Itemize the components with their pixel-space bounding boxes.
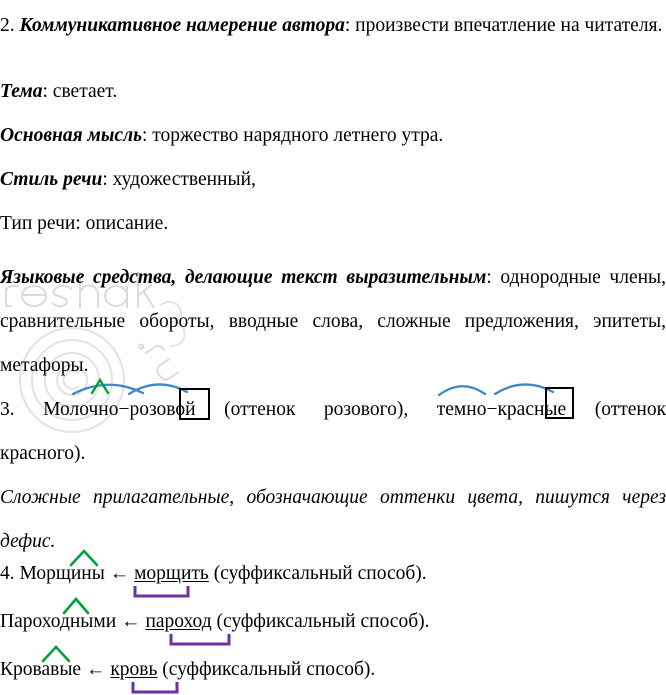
paragraph-item3 [0, 388, 666, 476]
paragraph-item2 [0, 4, 666, 48]
item4-source-1: пароход [145, 611, 212, 632]
paragraph-item4-row-2 [0, 658, 375, 682]
language-means-value: однородные члены, сравнительные обороты, вводные слова, сложные предложения, эпитеты, метафоры. [0, 267, 666, 376]
paragraph-item4-row-1 [0, 610, 430, 634]
paragraph-speech-type [0, 212, 168, 236]
paragraph-language-means [0, 256, 666, 388]
item4-arrow-0: ← [109, 563, 130, 584]
theme-label: Тема [0, 81, 43, 102]
main-idea-label: Основная мысль [0, 125, 142, 146]
speech-type-label: Тип речи: описание. [0, 213, 169, 234]
language-means-label: Языковые средства, делающие текст выразительным [0, 267, 487, 288]
item3-gloss1: (оттенок розового), [224, 399, 409, 420]
item2-value: произвести впечатление на читателя. [350, 15, 663, 36]
item4-number: 4. [0, 563, 15, 584]
item3-word2: темно−красные [436, 399, 567, 420]
item4-arrow-2: ← [85, 659, 106, 680]
item3-rule-text: Сложные прилагательные, обозначающие оттенки цвета, пишутся через дефис. [0, 487, 666, 552]
paragraph-style [0, 168, 256, 192]
style-label: Стиль речи [0, 169, 103, 190]
main-idea-colon: : [141, 125, 148, 146]
main-idea-value: торжество нарядного летнего утра. [147, 125, 444, 146]
item2-number: 2. [0, 15, 15, 36]
stem-bracket-morshchit-icon [133, 585, 190, 599]
style-value: художественный, [107, 169, 256, 190]
stem-bracket-parokhod-icon [169, 633, 231, 647]
stem-bracket-krov-icon [131, 681, 179, 695]
item3-number: 3. [0, 399, 15, 420]
style-colon: : [102, 169, 108, 190]
paragraph-item3-rule [0, 476, 666, 564]
item4-source-0: морщить [134, 563, 209, 584]
item4-method-0: (суффиксальный способ). [213, 563, 427, 584]
item4-method-1: (суффиксальный способ). [216, 611, 430, 632]
item4-derived-0: Морщины [19, 563, 105, 584]
theme-value: светает. [47, 81, 118, 102]
item2-colon: : [344, 15, 351, 36]
item4-arrow-1: ← [121, 611, 141, 632]
paragraph-item4-row-0 [0, 562, 427, 586]
item2-label: Коммуникативное намерение автора [19, 15, 345, 36]
theme-colon: : [42, 81, 48, 102]
paragraph-main-idea [0, 124, 443, 148]
paragraph-theme [0, 80, 117, 104]
item4-derived-2: Кровавые [0, 659, 82, 680]
item4-derived-1: Пароходными [0, 611, 117, 632]
item3-gloss2: (оттенок красного). [0, 399, 666, 464]
language-means-colon: : [486, 267, 492, 288]
item3-word1: Молочно−розовой [43, 399, 196, 420]
item4-source-2: кровь [110, 659, 158, 680]
item4-method-2: (суффиксальный способ). [162, 659, 376, 680]
